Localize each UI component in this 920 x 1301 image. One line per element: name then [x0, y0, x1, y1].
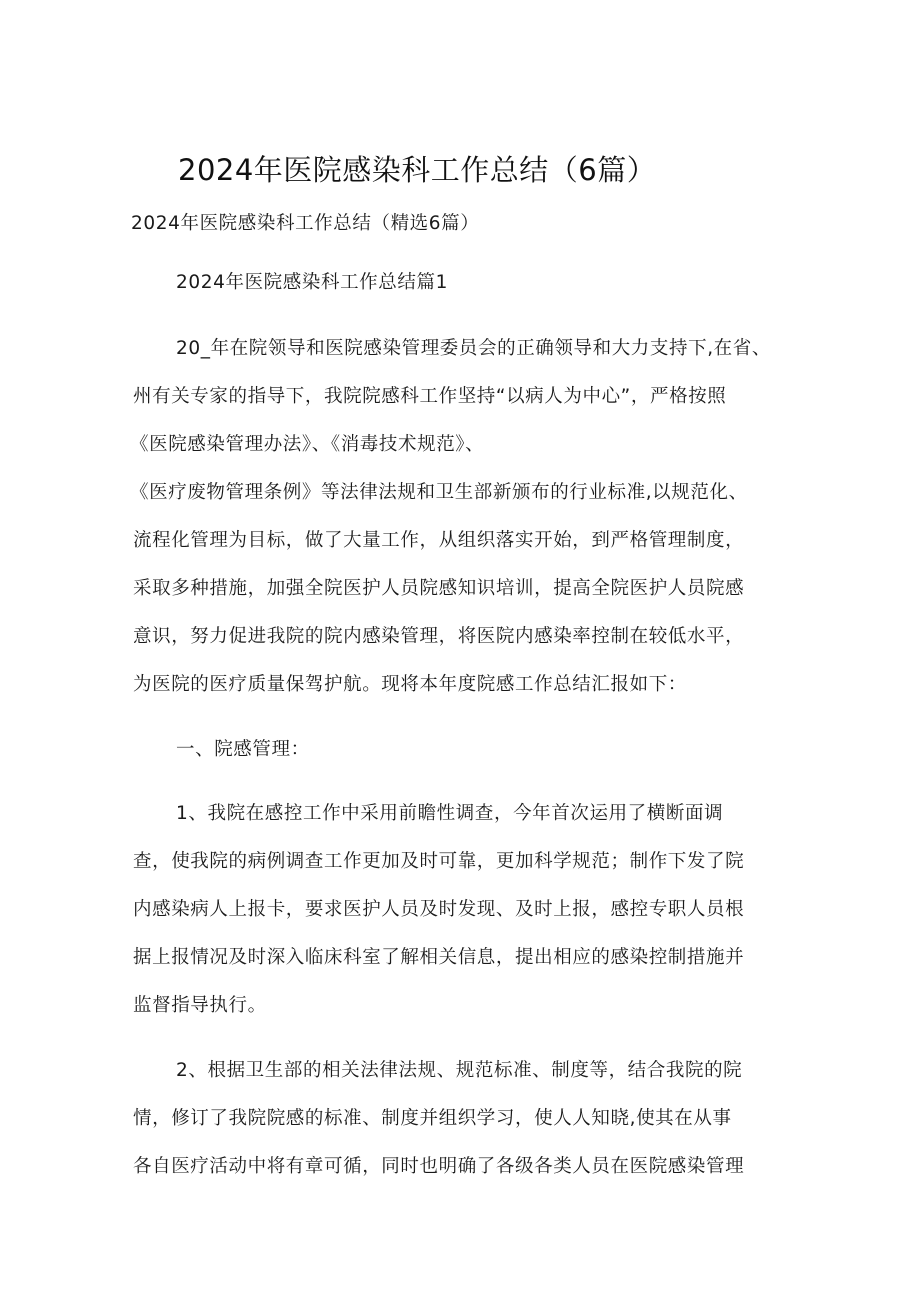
intro-line: 20_年在院领导和医院感染管理委员会的正确领导和大力支持下,在省、 — [176, 338, 771, 359]
intro-line: 为医院的医疗质量保驾护航。现将本年度院感工作总结汇报如下： — [133, 674, 687, 695]
intro-line: 州有关专家的指导下，我院院感科工作坚持“以病人为中心”，严格按照 — [133, 386, 727, 407]
document-title: 2024年医院感染科工作总结（6篇） — [178, 153, 657, 187]
intro-line: 采取多种措施，加强全院医护人员院感知识培训，提高全院医护人员院感 — [133, 578, 745, 599]
item2-line: 情，修订了我院院感的标准、制度并组织学习，使人人知晓,使其在从事 — [133, 1108, 732, 1129]
intro-line: 《医疗废物管理条例》等法律法规和卫生部新颁布的行业标准,以规范化、 — [130, 482, 748, 503]
item1-line: 监督指导执行。 — [133, 995, 267, 1016]
intro-line: 流程化管理为目标，做了大量工作，从组织落实开始，到严格管理制度， — [133, 530, 745, 551]
item1-line: 内感染病人上报卡，要求医护人员及时发现、及时上报，感控专职人员根 — [133, 899, 745, 920]
document-subtitle: 2024年医院感染科工作总结（精选6篇） — [131, 213, 480, 234]
item2-line: 2、根据卫生部的相关法律法规、规范标准、制度等，结合我院的院 — [176, 1060, 743, 1081]
intro-line: 《医院感染管理办法》、《消毒技术规范》、 — [130, 434, 485, 455]
intro-line: 意识，努力促进我院的院内感染管理，将医院内感染率控制在较低水平， — [133, 626, 745, 647]
item1-line: 查，使我院的病例调查工作更加及时可靠，更加科学规范；制作下发了院 — [133, 851, 745, 872]
section-heading: 2024年医院感染科工作总结篇1 — [176, 272, 448, 293]
item1-line: 1、我院在感控工作中采用前瞻性调查，今年首次运用了横断面调 — [176, 803, 724, 824]
part-heading: 一、院感管理： — [176, 739, 310, 760]
item1-line: 据上报情况及时深入临床科室了解相关信息，提出相应的感染控制措施并 — [133, 947, 745, 968]
item2-line: 各自医疗活动中将有章可循，同时也明确了各级各类人员在医院感染管理 — [133, 1156, 745, 1177]
